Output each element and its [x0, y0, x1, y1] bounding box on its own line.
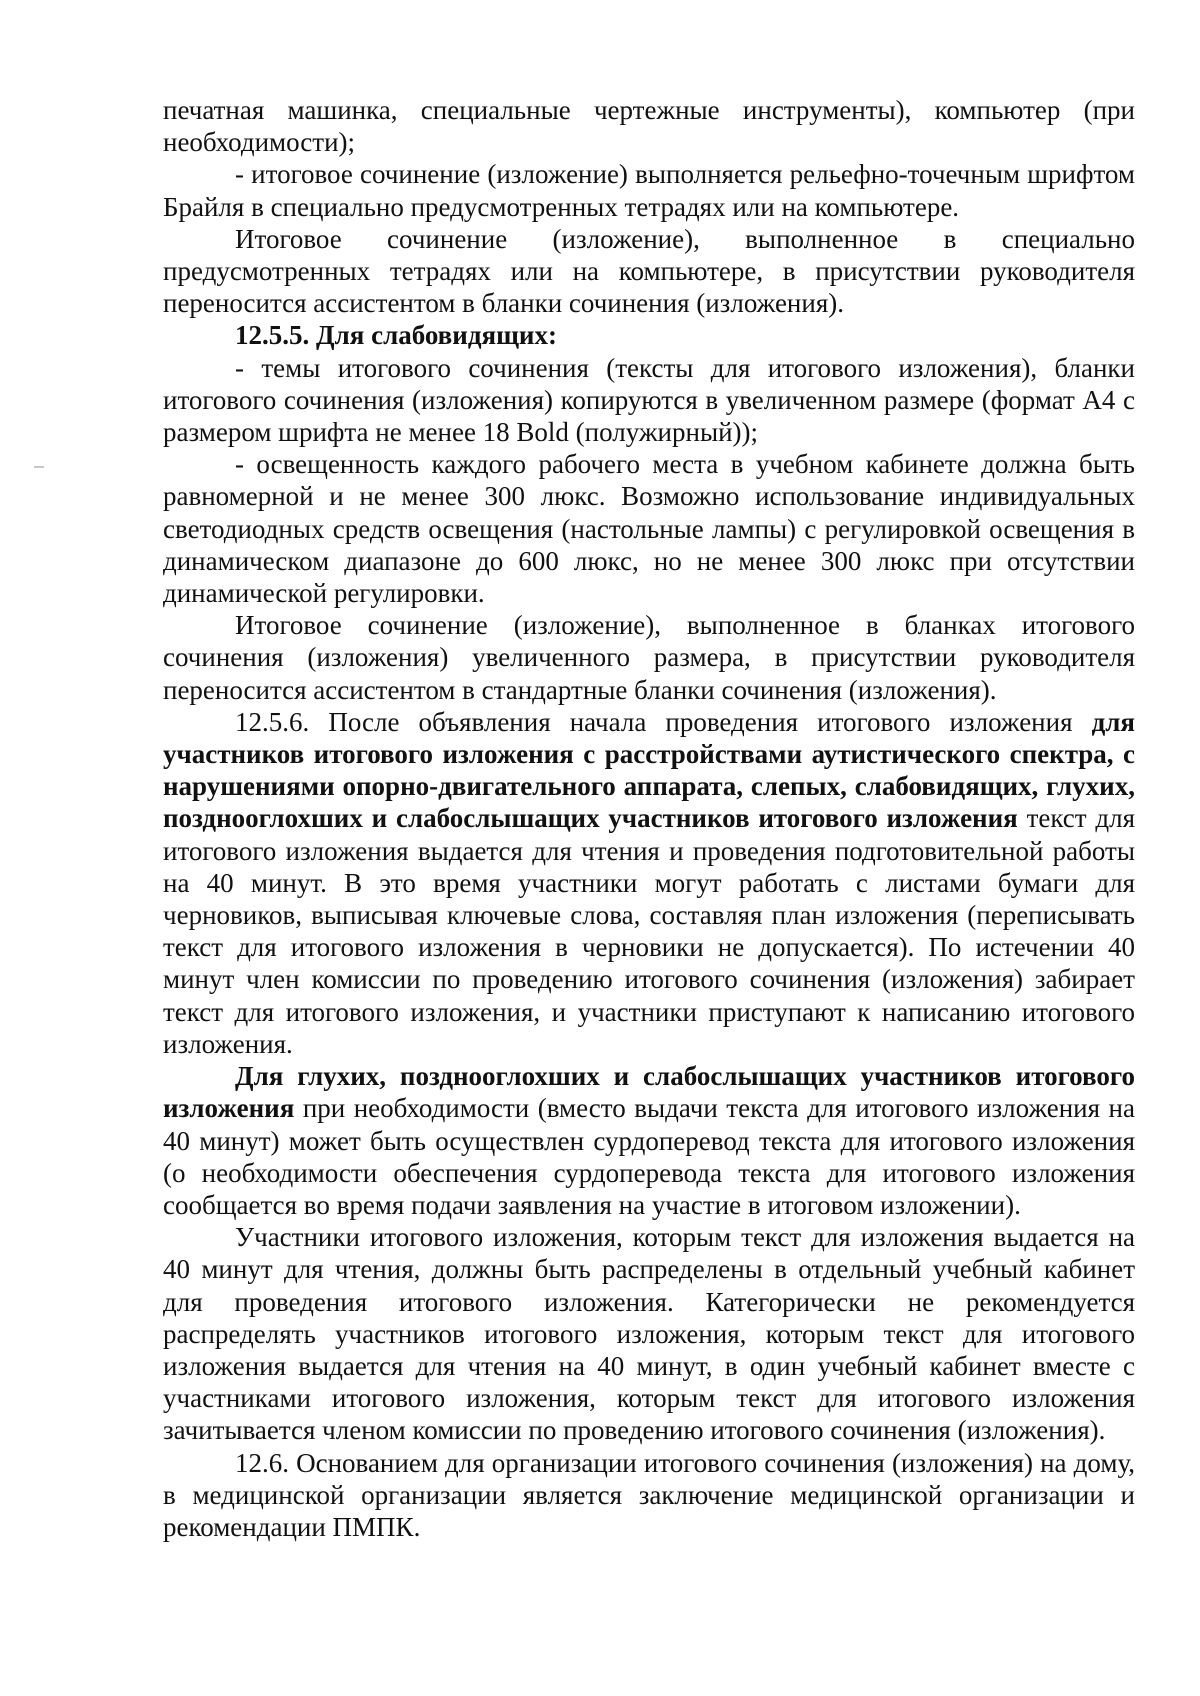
- paragraph-braille: - итоговое сочинение (изложение) выполняется рельефно-точечным шрифтом Брайля в специально предусмотренных тетрадях или на компьютере.: [163, 159, 1135, 222]
- paragraph-sign-language-rest: при необходимости (вместо выдачи текста для итогового изложения на 40 минут) может быть осуществлен сурдоперевод текста для итогового изложения (о необходимости обеспечения сурдоперевода текста для итогового изложения сообщается во время подачи заявления на участие в итоговом изложении).: [163, 1093, 1135, 1220]
- paragraph-lighting: - освещенность каждого рабочего места в учебном кабинете должна быть равномерной и не менее 300 люкс. Возможно использование индивидуальных светодиодных средств освещения (настольные лампы) с регулировкой освещения в динамическом диапазоне до 600 люкс, но не менее 300 люкс при отсутствии динамической регулировки.: [163, 449, 1135, 609]
- paragraph-12-5-6-rest: текст для итогового изложения выдается для чтения и проведения подготовительной работы на 40 минут. В это время участники могут работать с листами бумаги для черновиков, выписывая ключевые слова, составляя план изложения (переписывать текст для итогового изложения в черновики не допускается). По истечении 40 минут член комиссии по проведению итогового сочинения (изложения) забирает текст для итогового изложения, и участники приступают к написанию итогового изложения.: [163, 803, 1135, 1059]
- paragraph-low-vision-forms: - темы итогового сочинения (тексты для итогового изложения), бланки итогового сочинения (изложения) копируются в увеличенном размере (формат А4 с размером шрифта не менее 18 Bold (полужирный));: [163, 352, 1135, 448]
- paragraph-room-distribution: Участники итогового изложения, которым текст для изложения выдается на 40 минут для чтения, должны быть распределены в отдельный учебный кабинет для проведения итогового изложения. Категорически не рекомендуется распределять участников итогового изложения, которым текст для итогового изложения выдается для чтения на 40 минут, в один учебный кабинет вместе с участниками итогового изложения, которым текст для итогового изложения зачитывается членом комиссии по проведению итогового сочинения (изложения).: [163, 1222, 1135, 1446]
- paragraph-braille-transfer: Итоговое сочинение (изложение), выполненное в специально предусмотренных тетрадях или на компьютере, в присутствии руководителя переносится ассистентом в бланки сочинения (изложения).: [163, 223, 1135, 319]
- paragraph-continuation: печатная машинка, специальные чертежные инструменты), компьютер (при необходимости);: [163, 95, 1135, 158]
- paragraph-12-6: 12.6. Основанием для организации итогового сочинения (изложения) на дому, в медицинской организации является заключение медицинской организации и рекомендации ПМПК.: [163, 1447, 1135, 1542]
- section-heading-text: 12.5.5. Для слабовидящих:: [235, 320, 557, 351]
- paragraph-12-5-6-lead: 12.5.6. После объявления начала проведения итогового изложения: [235, 706, 1092, 737]
- paragraph-sign-language: [163, 1060, 1135, 1221]
- paragraph-low-vision-transfer: Итоговое сочинение (изложение), выполненное в бланках итогового сочинения (изложения) увеличенного размера, в присутствии руководителя переносится ассистентом в стандартные бланки сочинения (изложения).: [163, 610, 1135, 705]
- paragraph-12-5-6-bold: для участников итогового изложения с расстройствами аутистического спектра, с нарушениями опорно-двигательного аппарата, слепых, слабовидящих, глухих, позднооглохших и слабослышащих участников итогового изложения: [163, 706, 1135, 834]
- section-heading-12-5-5: [163, 319, 1135, 351]
- document-body: [163, 94, 1135, 1543]
- paragraph-sign-language-bold: Для глухих, позднооглохших и слабослышащих участников итогового изложения: [163, 1061, 1135, 1124]
- scan-mark: [34, 466, 44, 468]
- paragraph-12-5-6: [163, 706, 1135, 1060]
